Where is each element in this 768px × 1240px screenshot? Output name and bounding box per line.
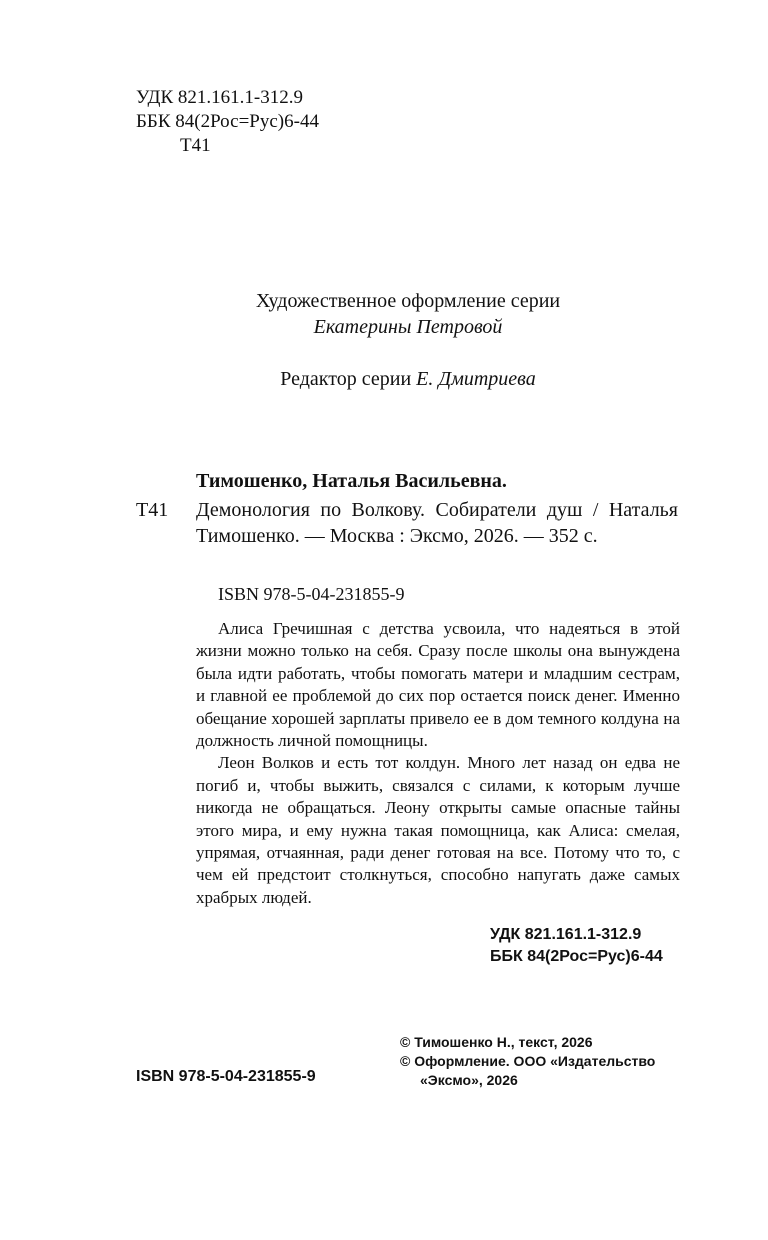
author-mark: Т41 xyxy=(180,135,211,156)
bibliographic-mark: Т41 xyxy=(136,499,169,521)
series-credits xyxy=(0,288,768,392)
copyright-text-line: © Тимошенко Н., текст, 2026 xyxy=(400,1034,593,1050)
copyright-notice xyxy=(400,1033,690,1090)
udk-code: УДК 821.161.1-312.9 xyxy=(136,87,303,108)
udk-code-bottom: УДК 821.161.1-312.9 xyxy=(490,926,642,943)
design-credit-line: Художественное оформление серии xyxy=(255,290,561,312)
designer-name: Екатерины Петровой xyxy=(313,316,503,338)
bibliographic-isbn: ISBN 978-5-04-231855-9 xyxy=(218,584,405,604)
editor-name: Е. Дмитриева xyxy=(416,368,536,390)
bibliographic-description: Демонология по Волкову. Собиратели душ / Наталья Тимошенко. — Москва : Эксмо, 2026. — 352 с. xyxy=(196,499,678,547)
annotation-paragraph: Алиса Гречишная с детства усвоила, что надеяться в этой жизни можно только на себя. Сразу после школы она вынуждена была идти работать, чтобы помогать матери и младшим сестрам, и главной ее проблемой до сих пор остается поиск денег. Именно обещание хорошей зарплаты привело ее в дом темного колдуна на должность личной помощницы. xyxy=(196,619,680,751)
copyright-design-line: © Оформление. ООО «Издательство «Эксмо», 2026 xyxy=(400,1053,656,1088)
top-classification-codes xyxy=(136,86,319,158)
annotation-paragraph: Леон Волков и есть тот колдун. Много лет назад он едва не погиб и, чтобы выжить, связался с силами, к которым лучше никогда не обращаться. Леону открыты самые опасные тайны этого мира, и ему нужна такая помощница, как Алиса: смелая, упрямая, отчаянная, ради денег готовая на все. Потому что то, с чем ей предстоит столкнуться, способно напугать даже самых храбрых людей. xyxy=(196,753,680,907)
editor-credit xyxy=(0,366,768,392)
bbk-code: ББК 84(2Рос=Рус)6-44 xyxy=(136,111,319,132)
bbk-code-bottom: ББК 84(2Рос=Рус)6-44 xyxy=(490,948,663,965)
editor-label: Редактор серии xyxy=(280,368,412,390)
isbn-bottom: ISBN 978-5-04-231855-9 xyxy=(136,1068,316,1085)
bottom-classification-codes xyxy=(490,924,663,968)
bibliographic-author: Тимошенко, Наталья Васильевна. xyxy=(196,470,507,492)
book-annotation xyxy=(196,618,680,909)
